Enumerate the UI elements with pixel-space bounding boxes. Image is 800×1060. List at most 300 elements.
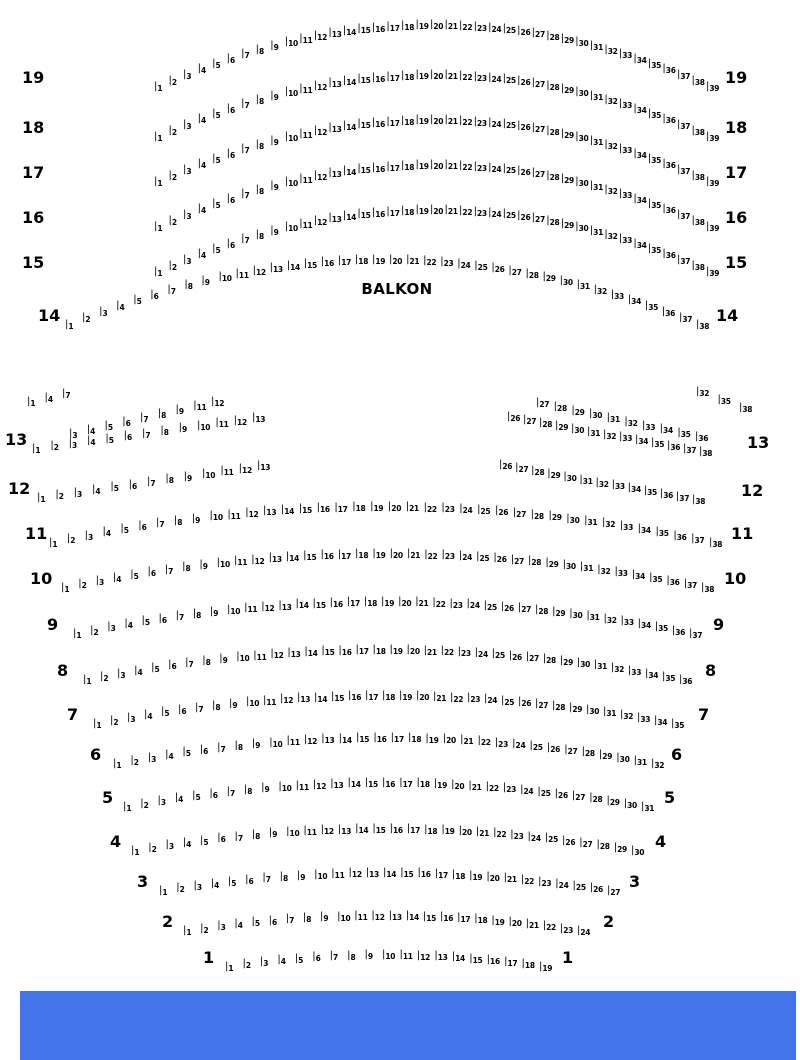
seat[interactable]: |11 xyxy=(286,735,300,748)
seat[interactable]: |13 xyxy=(278,599,292,612)
seat[interactable]: |8 xyxy=(234,739,243,752)
seat[interactable]: |35 xyxy=(647,242,662,255)
seat[interactable]: |21 xyxy=(423,644,437,657)
seat[interactable]: |2 xyxy=(168,214,177,227)
seat[interactable]: |4 xyxy=(197,157,206,170)
seat[interactable]: |9 xyxy=(191,512,200,525)
seat[interactable]: |19 xyxy=(433,777,448,790)
seat[interactable]: |24 xyxy=(466,598,480,611)
seat[interactable]: |16 xyxy=(371,206,386,219)
seat[interactable]: |19 xyxy=(469,869,483,882)
seat[interactable]: |2 xyxy=(168,259,177,272)
seat[interactable]: |13 xyxy=(328,77,342,90)
seat[interactable]: |21 xyxy=(468,779,482,792)
seat[interactable]: |16 xyxy=(382,777,396,789)
seat[interactable]: |22 xyxy=(450,691,464,704)
seat[interactable]: |22 xyxy=(423,255,437,268)
seat[interactable]: |31 xyxy=(606,412,620,425)
seat[interactable]: |32 xyxy=(651,758,665,770)
seat[interactable]: |26 xyxy=(517,210,531,223)
seat[interactable]: |35 xyxy=(647,57,662,70)
seat[interactable]: |19 xyxy=(415,159,429,172)
seat[interactable]: |26 xyxy=(500,600,514,613)
seat[interactable]: |14 xyxy=(295,598,309,611)
seat[interactable]: |12 xyxy=(348,867,362,880)
seat[interactable]: |31 xyxy=(584,514,598,527)
seat[interactable]: |3 xyxy=(165,839,174,852)
seat[interactable]: |15 xyxy=(298,503,312,516)
seat[interactable]: |18 xyxy=(372,644,386,657)
seat[interactable]: |9 xyxy=(320,911,329,924)
seat[interactable]: |34 xyxy=(633,237,647,250)
seat[interactable]: |7 xyxy=(195,701,204,714)
seat[interactable]: |4 xyxy=(210,877,219,890)
seat[interactable]: |8 xyxy=(255,228,264,241)
seat[interactable]: |14 xyxy=(342,75,357,88)
seat[interactable]: |8 xyxy=(251,828,260,841)
seat[interactable]: |29 xyxy=(552,605,566,618)
seat[interactable]: |6 xyxy=(226,147,235,160)
seat[interactable]: |20 xyxy=(416,690,430,703)
seat[interactable]: |22 xyxy=(459,69,473,82)
seat[interactable]: |24 xyxy=(488,71,502,84)
seat[interactable]: |3 xyxy=(84,529,93,542)
seat[interactable]: |10 xyxy=(202,468,216,480)
seat[interactable]: |9 xyxy=(229,697,238,710)
seat[interactable]: |8 xyxy=(243,783,253,796)
seat[interactable]: |16 xyxy=(348,690,362,703)
seat[interactable]: |10 xyxy=(278,780,292,793)
seat[interactable]: |3 xyxy=(117,667,126,680)
seat[interactable]: |26 xyxy=(517,120,531,133)
seat[interactable]: |9 xyxy=(178,422,187,435)
seat[interactable]: |29 xyxy=(560,217,574,230)
seat[interactable]: |27 xyxy=(535,697,549,710)
seat[interactable]: |4 xyxy=(144,708,153,721)
seat[interactable]: |18 xyxy=(352,501,366,514)
seat[interactable]: |37 xyxy=(676,118,691,131)
seat[interactable]: |9 xyxy=(219,652,228,665)
seat[interactable]: |11 xyxy=(331,867,345,880)
seat[interactable]: |28 xyxy=(531,464,545,477)
seat[interactable]: |15 xyxy=(364,777,378,790)
seat[interactable]: |25 xyxy=(544,832,558,845)
seat[interactable]: |6 xyxy=(245,873,254,886)
seat[interactable]: |6 xyxy=(226,237,235,250)
seat[interactable]: |11 xyxy=(193,400,207,412)
seat[interactable]: |33 xyxy=(637,711,651,724)
seat[interactable]: |35 xyxy=(661,670,676,683)
seat[interactable]: |37 xyxy=(676,163,691,176)
seat[interactable]: |30 xyxy=(575,36,589,49)
seat[interactable]: |31 xyxy=(579,473,593,486)
seat[interactable]: |5 xyxy=(251,916,260,929)
seat[interactable]: |9 xyxy=(201,274,210,287)
seat[interactable]: |8 xyxy=(184,279,193,292)
seat[interactable]: |4 xyxy=(112,571,122,584)
seat[interactable]: |33 xyxy=(619,431,633,444)
seat[interactable]: |19 xyxy=(370,501,384,514)
seat[interactable]: |36 xyxy=(662,247,676,260)
seat[interactable]: |23 xyxy=(473,70,487,83)
seat[interactable]: |35 xyxy=(644,299,659,312)
seat[interactable]: |31 xyxy=(576,279,590,292)
seat[interactable]: |24 xyxy=(555,877,569,890)
seat[interactable]: |37 xyxy=(675,491,690,504)
seat[interactable]: |7 xyxy=(262,872,271,885)
seat[interactable]: |2 xyxy=(82,312,91,325)
seat[interactable]: |12 xyxy=(313,79,327,92)
seat[interactable]: |18 xyxy=(400,19,415,32)
seat[interactable]: |28 xyxy=(546,29,560,42)
seat[interactable]: |25 xyxy=(572,879,586,892)
seat[interactable]: |15 xyxy=(357,208,371,221)
seat[interactable]: |3 xyxy=(157,795,166,808)
seat[interactable]: |35 xyxy=(717,394,731,406)
seat[interactable]: |33 xyxy=(618,98,633,111)
seat[interactable]: |12 xyxy=(261,600,275,613)
seat[interactable]: |27 xyxy=(579,836,593,849)
seat[interactable]: |21 xyxy=(406,548,421,561)
seat[interactable]: |13 xyxy=(388,910,402,923)
seat[interactable]: |2 xyxy=(176,882,185,895)
seat[interactable]: |39 xyxy=(706,221,720,233)
seat[interactable]: |7 xyxy=(185,656,194,669)
seat[interactable]: |32 xyxy=(604,93,618,106)
seat[interactable]: |13 xyxy=(321,733,335,746)
seat[interactable]: |1 xyxy=(154,176,163,188)
seat[interactable]: |18 xyxy=(400,159,415,172)
seat[interactable]: |12 xyxy=(280,693,294,706)
seat[interactable]: |14 xyxy=(304,645,318,658)
seat[interactable]: |34 xyxy=(633,102,647,115)
seat[interactable]: |18 xyxy=(424,823,438,836)
seat[interactable]: |25 xyxy=(502,73,516,86)
seat[interactable]: |37 xyxy=(691,533,705,546)
seat[interactable]: |34 xyxy=(631,568,646,581)
seat[interactable]: |21 xyxy=(525,918,539,931)
seat[interactable]: |11 xyxy=(299,172,313,185)
seat[interactable]: |5 xyxy=(212,152,221,165)
seat[interactable]: |18 xyxy=(382,690,396,702)
seat[interactable]: |20 xyxy=(430,204,444,216)
seat[interactable]: |13 xyxy=(328,122,342,135)
seat[interactable]: |4 xyxy=(134,664,143,677)
seat[interactable]: |3 xyxy=(147,751,156,764)
seat[interactable]: |16 xyxy=(373,732,387,745)
seat[interactable]: |8 xyxy=(279,870,288,883)
seat[interactable]: |31 xyxy=(589,179,603,192)
seat[interactable]: |9 xyxy=(175,404,184,416)
seat[interactable]: |25 xyxy=(491,648,505,661)
seat[interactable]: |19 xyxy=(441,824,455,837)
seat[interactable]: |22 xyxy=(542,920,556,933)
seat[interactable]: |4 xyxy=(116,299,125,312)
seat[interactable]: |18 xyxy=(400,114,415,127)
seat[interactable]: |28 xyxy=(581,746,595,759)
seat[interactable]: |3 xyxy=(183,163,192,176)
seat[interactable]: |32 xyxy=(601,517,616,530)
seat[interactable]: |2 xyxy=(110,714,119,727)
seat[interactable]: |8 xyxy=(302,912,312,925)
seat[interactable]: |19 xyxy=(425,732,439,745)
seat[interactable]: |10 xyxy=(337,910,351,923)
seat[interactable]: |27 xyxy=(536,397,550,409)
seat[interactable]: |20 xyxy=(430,19,444,31)
seat[interactable]: |15 xyxy=(321,645,335,658)
seat[interactable]: |13 xyxy=(268,552,282,565)
seat[interactable]: |17 xyxy=(334,501,348,514)
seat[interactable]: |32 xyxy=(604,138,618,151)
seat[interactable]: |10 xyxy=(236,651,250,664)
seat[interactable]: |12 xyxy=(233,414,247,427)
seat[interactable]: |6 xyxy=(147,566,156,579)
seat[interactable]: |9 xyxy=(270,179,279,192)
seat[interactable]: |22 xyxy=(440,645,454,658)
seat[interactable]: |31 xyxy=(589,134,603,147)
seat[interactable]: |20 xyxy=(486,870,500,883)
seat[interactable]: |5 xyxy=(212,197,221,210)
seat[interactable]: |37 xyxy=(689,628,703,640)
seat[interactable]: |5 xyxy=(212,57,221,70)
seat[interactable]: |33 xyxy=(618,48,633,61)
seat[interactable]: |10 xyxy=(314,868,328,881)
seat[interactable]: |17 xyxy=(504,956,518,969)
seat[interactable]: |33 xyxy=(620,615,634,628)
seat[interactable]: |5 xyxy=(294,952,304,965)
seat[interactable]: |22 xyxy=(459,19,473,32)
seat[interactable]: |6 xyxy=(226,52,235,65)
seat[interactable]: |23 xyxy=(559,922,574,935)
seat[interactable]: |1 xyxy=(131,845,140,857)
seat[interactable]: |34 xyxy=(637,618,651,631)
seat[interactable]: |18 xyxy=(355,548,369,561)
seat[interactable]: |26 xyxy=(518,696,532,709)
seat[interactable]: |37 xyxy=(678,312,693,325)
seat[interactable]: |29 xyxy=(560,32,574,45)
seat[interactable]: |12 xyxy=(211,396,225,408)
seat[interactable]: |4 xyxy=(124,618,133,631)
seat[interactable]: |15 xyxy=(331,690,345,703)
seat[interactable]: |26 xyxy=(562,834,576,847)
seat[interactable]: |25 xyxy=(537,785,551,798)
seat[interactable]: |28 xyxy=(530,508,544,521)
seat[interactable]: |15 xyxy=(312,597,326,610)
seat[interactable]: |25 xyxy=(474,259,488,272)
seat[interactable]: |27 xyxy=(515,461,529,474)
seat[interactable]: |19 xyxy=(389,644,403,657)
seat[interactable]: |27 xyxy=(531,77,545,90)
seat[interactable]: |16 xyxy=(389,823,403,836)
seat[interactable]: |27 xyxy=(517,602,532,615)
seat[interactable]: |15 xyxy=(355,732,370,745)
seat[interactable]: |8 xyxy=(255,138,264,151)
seat[interactable]: |30 xyxy=(566,512,580,525)
seat[interactable]: |6 xyxy=(150,288,159,301)
seat[interactable]: |17 xyxy=(386,160,400,173)
seat[interactable]: |3 xyxy=(73,486,82,499)
seat[interactable]: |33 xyxy=(611,479,625,492)
seat[interactable]: |17 xyxy=(390,732,404,745)
seat[interactable]: |8 xyxy=(173,514,183,527)
seat[interactable]: |12 xyxy=(416,949,431,962)
seat[interactable]: |10 xyxy=(209,510,223,523)
seat[interactable]: |38 xyxy=(692,494,706,506)
seat[interactable]: |39 xyxy=(706,81,720,93)
seat[interactable]: |19 xyxy=(399,690,413,703)
seat[interactable]: |21 xyxy=(444,19,458,32)
seat[interactable]: |2 xyxy=(242,958,251,971)
seat[interactable]: |31 xyxy=(589,224,603,237)
seat[interactable]: |27 xyxy=(531,167,545,180)
seat[interactable]: |3 xyxy=(69,428,78,440)
seat[interactable]: |20 xyxy=(458,825,472,838)
seat[interactable]: |5 xyxy=(120,523,129,536)
seat[interactable]: |22 xyxy=(423,501,437,514)
seat[interactable]: |19 xyxy=(372,548,386,561)
seat[interactable]: |1 xyxy=(65,319,74,331)
seat[interactable]: |8 xyxy=(160,424,169,437)
seat[interactable]: |17 xyxy=(434,867,448,880)
seat[interactable]: |38 xyxy=(691,74,705,87)
seat[interactable]: |2 xyxy=(168,169,177,182)
seat[interactable]: |30 xyxy=(562,558,576,571)
seat[interactable]: |1 xyxy=(83,674,92,686)
seat[interactable]: |17 xyxy=(406,823,421,836)
seat[interactable]: |27 xyxy=(531,212,545,225)
seat[interactable]: |2 xyxy=(66,533,76,546)
seat[interactable]: |6 xyxy=(122,416,131,428)
seat[interactable]: |4 xyxy=(197,62,206,75)
seat[interactable]: |10 xyxy=(216,556,230,569)
seat[interactable]: |20 xyxy=(389,548,403,561)
seat[interactable]: |3 xyxy=(107,621,116,634)
seat[interactable]: |14 xyxy=(286,259,300,272)
seat[interactable]: |30 xyxy=(575,131,589,144)
seat[interactable]: |33 xyxy=(614,566,628,579)
seat[interactable]: |29 xyxy=(559,654,574,667)
seat[interactable]: |10 xyxy=(284,131,298,144)
seat[interactable]: |11 xyxy=(263,694,277,707)
seat[interactable]: |7 xyxy=(140,412,149,424)
seat[interactable]: |34 xyxy=(633,147,647,160)
seat[interactable]: |30 xyxy=(571,422,585,435)
seat[interactable]: |31 xyxy=(587,425,601,438)
seat[interactable]: |18 xyxy=(363,596,378,609)
seat[interactable]: |3 xyxy=(99,305,108,318)
seat[interactable]: |8 xyxy=(202,654,211,667)
seat[interactable]: |26 xyxy=(493,552,507,565)
seat[interactable]: |32 xyxy=(604,228,618,241)
seat[interactable]: |24 xyxy=(488,21,502,34)
seat[interactable]: |14 xyxy=(285,551,300,563)
seat[interactable]: |6 xyxy=(199,743,209,756)
seat[interactable]: |4 xyxy=(277,954,286,967)
seat[interactable]: |4 xyxy=(87,435,96,448)
seat[interactable]: |27 xyxy=(607,885,621,897)
seat[interactable]: |8 xyxy=(347,949,356,962)
seat[interactable]: |13 xyxy=(434,950,448,963)
seat[interactable]: |12 xyxy=(313,124,327,137)
seat[interactable]: |12 xyxy=(313,29,327,42)
seat[interactable]: |4 xyxy=(234,918,243,931)
seat[interactable]: |30 xyxy=(575,176,589,189)
seat[interactable]: |20 xyxy=(430,114,444,126)
seat[interactable]: |26 xyxy=(494,505,509,518)
seat[interactable]: |27 xyxy=(571,789,586,802)
seat[interactable]: |6 xyxy=(158,612,167,625)
seat[interactable]: |18 xyxy=(354,254,369,267)
seat[interactable]: |10 xyxy=(284,176,298,189)
seat[interactable]: |33 xyxy=(642,419,656,432)
seat[interactable]: |11 xyxy=(215,417,229,430)
seat[interactable]: |13 xyxy=(328,167,342,180)
seat[interactable]: |23 xyxy=(473,160,487,173)
seat[interactable]: |36 xyxy=(662,112,676,125)
seat[interactable]: |25 xyxy=(502,163,516,176)
seat[interactable]: |26 xyxy=(499,459,513,471)
seat[interactable]: |39 xyxy=(706,266,720,278)
seat[interactable]: |13 xyxy=(337,823,352,836)
seat[interactable]: |1 xyxy=(225,961,234,973)
seat[interactable]: |29 xyxy=(548,510,562,523)
seat[interactable]: |5 xyxy=(227,875,237,888)
seat[interactable]: |14 xyxy=(451,951,465,964)
seat[interactable]: |27 xyxy=(525,651,539,664)
seat[interactable]: |4 xyxy=(86,424,96,436)
seat[interactable]: |25 xyxy=(502,118,516,131)
seat[interactable]: |32 xyxy=(603,428,617,441)
seat[interactable]: |3 xyxy=(68,437,77,450)
seat[interactable]: |17 xyxy=(365,690,379,703)
seat[interactable]: |15 xyxy=(469,952,483,965)
seat[interactable]: |9 xyxy=(270,39,279,52)
seat[interactable]: |34 xyxy=(644,667,659,680)
seat[interactable]: |11 xyxy=(233,555,248,568)
seat[interactable]: |18 xyxy=(408,732,422,745)
seat[interactable]: |11 xyxy=(299,127,313,140)
seat[interactable]: |24 xyxy=(488,116,502,129)
seat[interactable]: |36 xyxy=(671,624,686,637)
seat[interactable]: |18 xyxy=(474,913,488,926)
seat[interactable]: |18 xyxy=(521,958,535,971)
seat[interactable]: |17 xyxy=(346,596,360,609)
seat[interactable]: |12 xyxy=(313,214,327,227)
seat[interactable]: |31 xyxy=(633,754,647,767)
seat[interactable]: |35 xyxy=(677,427,691,440)
seat[interactable]: |16 xyxy=(371,71,386,84)
seat[interactable]: |30 xyxy=(563,470,577,483)
seat[interactable]: |1 xyxy=(73,628,82,640)
seat[interactable]: |1 xyxy=(123,801,132,813)
seat[interactable]: |38 xyxy=(691,214,705,227)
seat[interactable]: |2 xyxy=(78,578,87,591)
seat[interactable]: |6 xyxy=(168,659,177,672)
seat[interactable]: |36 xyxy=(662,157,676,170)
seat[interactable]: |19 xyxy=(415,69,429,82)
seat[interactable]: |37 xyxy=(676,68,691,81)
seat[interactable]: |31 xyxy=(589,89,603,102)
seat[interactable]: |8 xyxy=(165,473,174,486)
seat[interactable]: |22 xyxy=(520,873,535,886)
seat[interactable]: |32 xyxy=(593,283,607,296)
seat[interactable]: |9 xyxy=(209,605,219,618)
seat[interactable]: |27 xyxy=(510,553,524,566)
seat[interactable]: |9 xyxy=(270,224,279,237)
seat[interactable]: |4 xyxy=(197,202,206,215)
seat[interactable]: |36 xyxy=(695,431,709,443)
seat[interactable]: |23 xyxy=(494,736,509,749)
